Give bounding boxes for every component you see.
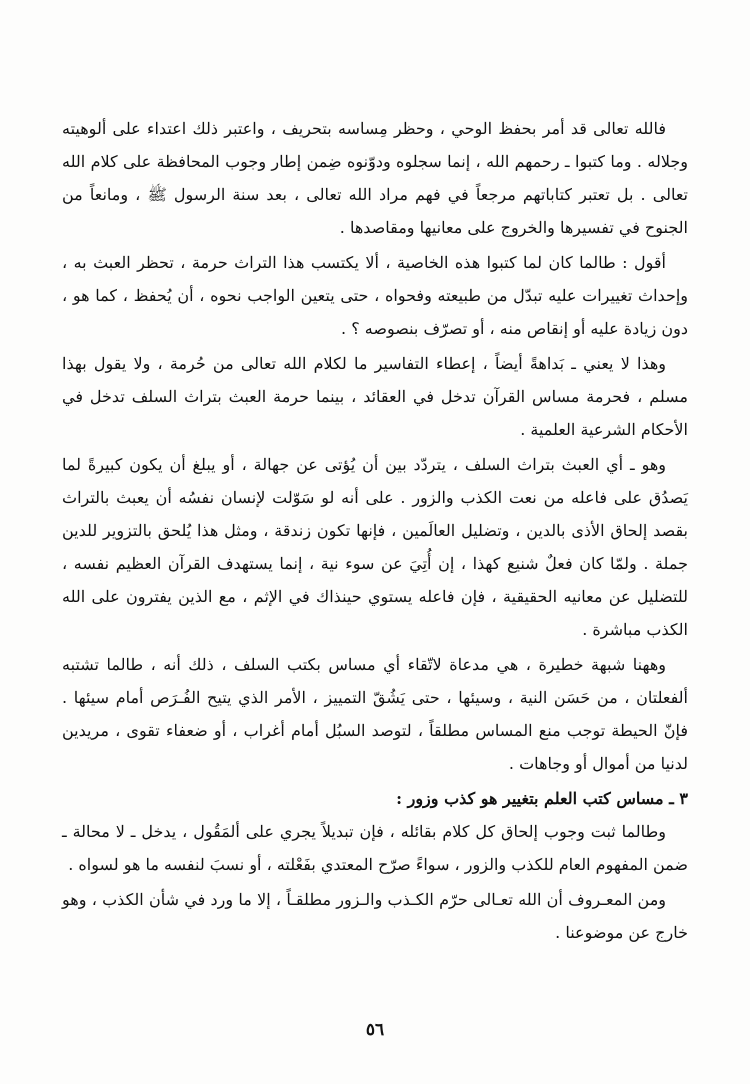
paragraph-3: وهذا لا يعني ـ بَداهةً أيضاً ، إعطاء التفاسير ما لكلام الله تعالى من حُرمة ، ولا يقول بهذا مسلم ، فحرمة مساس القرآن تدخل في العقائد ، بينما حرمة العبث بتراث السلف تدخل في الأحكام الشرعية العلمية . xyxy=(62,354,688,439)
section-heading: ٣ ـ مساس كتب العلم بتغيير هو كذب وزور : xyxy=(396,789,688,808)
page-number: ٥٦ xyxy=(365,1020,385,1040)
paragraph-7: ومن المعـروف أن الله تعـالى حرّم الكـذب والـزور مطلقـاً ، إلا ما ورد في شأن الكذب ، وهو خارج عن موضوعنا . xyxy=(62,890,688,942)
body-text xyxy=(62,112,688,949)
paragraph-6: وطالما ثبت وجوب إلحاق كل كلام بقائله ، فإن تبديلاً يجري على ألمَقُول ، يدخل ـ لا محالة ـ ضمن المفهوم العام للكذب والزور ، سواءً صرّح المعتدي بفَعْلته ، أو نسبَ لنفسه ما هو لسواه . xyxy=(62,822,688,874)
paragraph-4: وهو ـ أي العبث بتراث السلف ، يتردّد بين أن يُؤتى عن جهالة ، أو يبلغ أن يكون كبيرةً لما يَصدُق على فاعله من نعت الكذب والزور . على أنه لو سَوّلت لإنسان نفسُه أن يعبث بالتراث بقصد إلحاق الأذى بالدين ، وتضليل العالَمين ، فإنها تكون زندقة ، ومثل هذا يُلحق بالتزوير للدين جملة . ولمّا كان فعلٌ شنيع كهذا ، إن أُتِيَ عن سوء نية ، إنما يستهدف القرآن العظيم نفسه ، للتضليل عن معانيه الحقيقية ، فإن فاعله يستوي حينذاك في الإثم ، مع الذين يفترون على الله الكذب مباشرة . xyxy=(62,455,688,639)
paragraph-2: أقول : طالما كان لما كتبوا هذه الخاصية ، ألا يكتسب هذا التراث حرمة ، تحظر العبث به ، وإحداث تغييرات عليه تبدّل من طبيعته وفحواه ، حتى يتعين الواجب نحوه ، أن يُحفظ ، كما هو ، دون زيادة عليه أو إنقاص منه ، أو تصرّف بنصوصه ؟ . xyxy=(62,253,688,338)
paragraph-5: وههنا شبهة خطيرة ، هي مدعاة لاتّقاء أي مساس بكتب السلف ، ذلك أنه ، طالما تشتبه ألفعلتان ، من حَسَن النية ، وسيئها ، حتى يَشُقّ التمييز ، الأمر الذي يتيح الفُـرَص أمام سيئها . فإنّ الحيطة توجب منع المساس مطلقاً ، لتوصد السبُل أمام أغراب ، أو ضعفاء تقوى ، مريدين لدنيا من أموال أو وجاهات . xyxy=(62,655,688,773)
paragraph-1: فالله تعالى قد أمر بحفظ الوحي ، وحظر مِساسه بتحريف ، واعتبر ذلك اعتداء على ألوهيته وجلاله . وما كتبوا ـ رحمهم الله ، إنما سجلوه ودوّنوه ضِمن إطار وجوب المحافظة على كلام الله تعالى . بل تعتبر كتاباتهم مرجعاً في فهم مراد الله تعالى ، بعد سنة الرسول ﷺ ، ومانعاً من الجنوح في تفسيرها والخروج على معانيها ومقاصدها . xyxy=(62,119,689,237)
